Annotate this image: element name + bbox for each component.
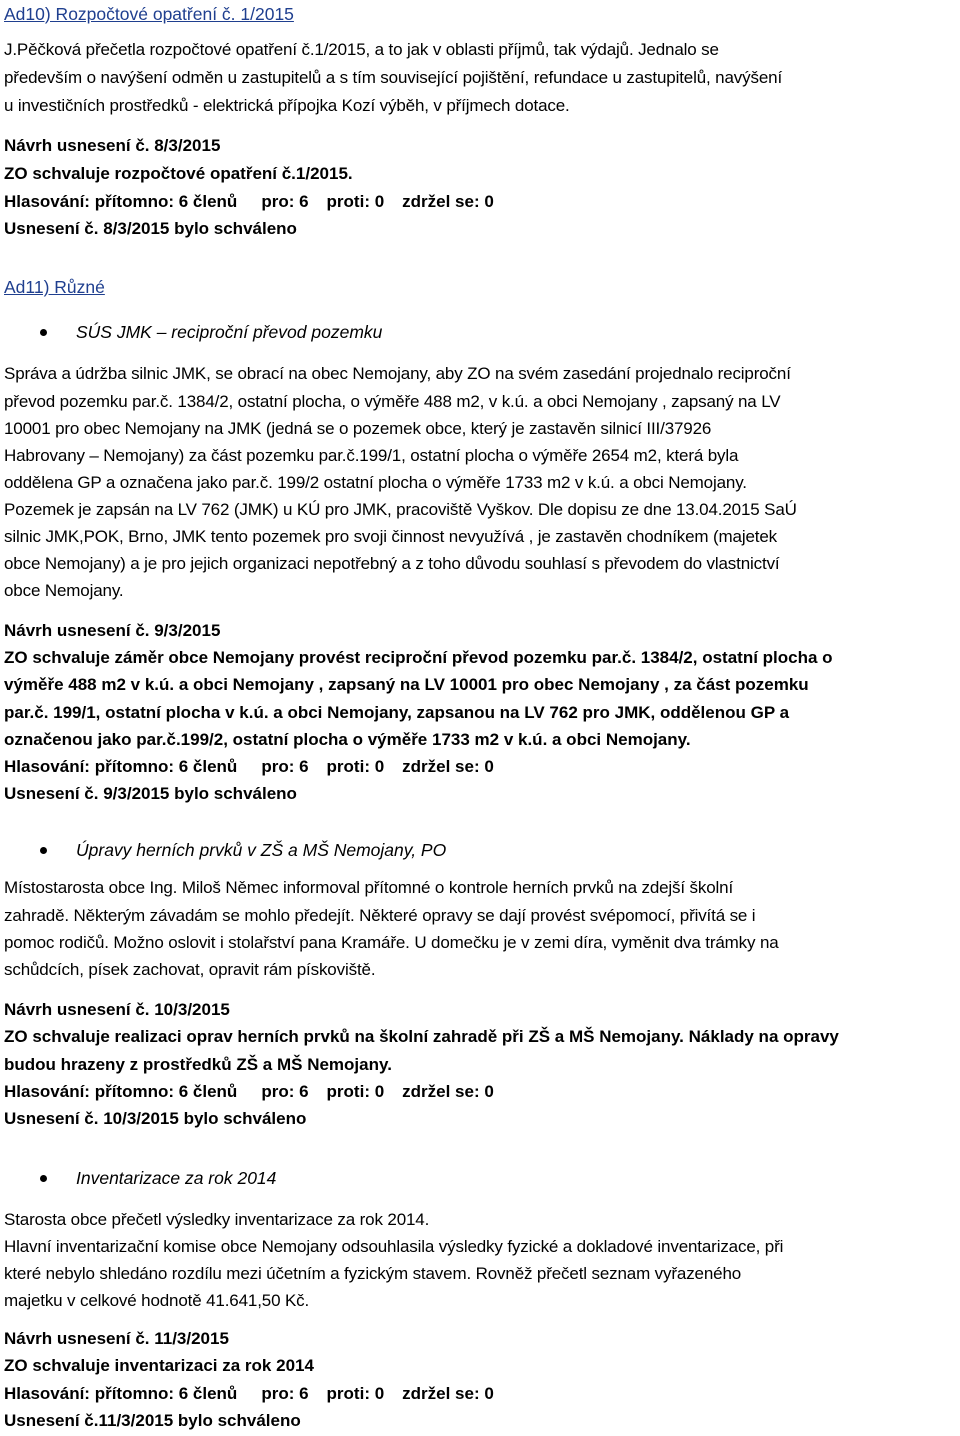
resolution-proposal: Návrh usnesení č. 10/3/2015: [4, 1000, 230, 1019]
vote-for: pro: 6: [261, 1082, 309, 1101]
paragraph-line: Pozemek je zapsán na LV 762 (JMK) u KÚ pro JMK, pracoviště Vyškov. Dle dopisu ze dne 13.04.2015 SaÚ: [4, 500, 797, 519]
paragraph-line: oddělena GP a označena jako par.č. 199/2 ostatní plocha o výměře 1733 m2 v k.ú. a obci Nemojany.: [4, 473, 747, 492]
bullet-icon: [40, 1175, 47, 1182]
resolution-result: Usnesení č. 8/3/2015 bylo schváleno: [4, 219, 297, 238]
resolution-text: ZO schvaluje rozpočtové opatření č.1/2015.: [4, 164, 353, 183]
vote-abstain: zdržel se: 0: [402, 757, 494, 776]
vote-line: [4, 1082, 494, 1102]
vote-against: proti: 0: [326, 1082, 385, 1101]
paragraph-line: Starosta obce přečetl výsledky inventarizace za rok 2014.: [4, 1210, 430, 1229]
paragraph-line: silnic JMK,POK, Brno, JMK tento pozemek pro svoji činnost nevyužívá , je zastavěn chodníkem (majetek: [4, 527, 778, 546]
paragraph-line: Hlavní inventarizační komise obce Nemojany odsouhlasila výsledky fyzické a dokladové inventarizace, při: [4, 1237, 784, 1256]
resolution-text: budou hrazeny z prostředků ZŠ a MŠ Nemojany.: [4, 1055, 392, 1074]
resolution-proposal: Návrh usnesení č. 9/3/2015: [4, 621, 221, 640]
resolution-text: výměře 488 m2 v k.ú. a obci Nemojany , zapsaný na LV 10001 pro obec Nemojany , za část pozemku: [4, 675, 809, 694]
vote-abstain: zdržel se: 0: [402, 192, 494, 211]
section-heading-ad10: Ad10) Rozpočtové opatření č. 1/2015: [4, 4, 294, 24]
vote-line: [4, 757, 494, 777]
resolution-text: ZO schvaluje záměr obce Nemojany provést reciproční převod pozemku par.č. 1384/2, ostatní plocha o: [4, 648, 833, 667]
vote-against: proti: 0: [326, 192, 385, 211]
vote-present: Hlasování: přítomno: 6 členů: [4, 757, 238, 776]
paragraph-line: především o navýšení odměn u zastupitelů a s tím související pojištění, refundace u zastupitelů, navýšení: [4, 68, 783, 87]
vote-against: proti: 0: [326, 757, 385, 776]
resolution-text: označenou jako par.č.199/2, ostatní plocha o výměře 1733 m2 v k.ú. a obci Nemojany.: [4, 730, 691, 749]
bullet-title: Úpravy herních prvků v ZŠ a MŠ Nemojany, PO: [76, 840, 447, 860]
bullet-icon: [40, 847, 47, 854]
resolution-text: ZO schvaluje inventarizaci za rok 2014: [4, 1356, 314, 1375]
paragraph-line: J.Pěčková přečetla rozpočtové opatření č.1/2015, a to jak v oblasti příjmů, tak výdajů. Jednalo se: [4, 40, 719, 59]
paragraph-line: Správa a údržba silnic JMK, se obrací na obec Nemojany, aby ZO na svém zasedání projednalo reciproční: [4, 364, 791, 383]
resolution-proposal: Návrh usnesení č. 11/3/2015: [4, 1329, 229, 1348]
vote-for: pro: 6: [261, 757, 309, 776]
paragraph-line: pomoc rodičů. Možno oslovit i stolařství pana Kramáře. U domečku je v zemi díra, vyměnit dva trámky na: [4, 933, 779, 952]
vote-line: [4, 192, 494, 212]
vote-for: pro: 6: [261, 192, 309, 211]
bullet-title: Inventarizace za rok 2014: [76, 1168, 277, 1188]
resolution-proposal: Návrh usnesení č. 8/3/2015: [4, 136, 221, 155]
paragraph-line: u investičních prostředků - elektrická přípojka Kozí výběh, v příjmech dotace.: [4, 96, 570, 115]
paragraph-line: schůdcích, písek zachovat, opravit rám pískoviště.: [4, 960, 376, 979]
paragraph-line: Habrovany – Nemojany) za část pozemku par.č.199/1, ostatní plocha o výměře 2654 m2, která byla: [4, 446, 739, 465]
vote-present: Hlasování: přítomno: 6 členů: [4, 192, 238, 211]
vote-present: Hlasování: přítomno: 6 členů: [4, 1384, 238, 1403]
vote-against: proti: 0: [326, 1384, 385, 1403]
section-heading-ad11: Ad11) Různé: [4, 277, 105, 297]
vote-abstain: zdržel se: 0: [402, 1082, 494, 1101]
paragraph-line: 10001 pro obec Nemojany na JMK (jedná se o pozemek obce, který je zastavěn silnicí III/37926: [4, 419, 712, 438]
resolution-result: Usnesení č.11/3/2015 bylo schváleno: [4, 1411, 301, 1430]
paragraph-line: majetku v celkové hodnotě 41.641,50 Kč.: [4, 1291, 310, 1310]
paragraph-line: které nebylo shledáno rozdílu mezi účetním a fyzickým stavem. Rovněž přečetl seznam vyřazeného: [4, 1264, 742, 1283]
resolution-text: ZO schvaluje realizaci oprav herních prvků na školní zahradě při ZŠ a MŠ Nemojany. Náklady na opravy: [4, 1027, 839, 1046]
paragraph-line: převod pozemku par.č. 1384/2, ostatní plocha, o výměře 488 m2, v k.ú. a obci Nemojany , zapsaný na LV: [4, 392, 781, 411]
paragraph-line: Místostarosta obce Ing. Miloš Němec informoval přítomné o kontrole herních prvků na zdejší školní: [4, 878, 734, 897]
bullet-title: SÚS JMK – reciproční převod pozemku: [76, 322, 383, 342]
paragraph-line: obce Nemojany.: [4, 581, 124, 600]
vote-line: [4, 1384, 494, 1404]
paragraph-line: obce Nemojany) a je pro jejich organizaci nepotřebný a z toho důvodu souhlasí s převodem do vlastnictví: [4, 554, 780, 573]
bullet-icon: [40, 329, 47, 336]
vote-abstain: zdržel se: 0: [402, 1384, 494, 1403]
resolution-text: par.č. 199/1, ostatní plocha v k.ú. a obci Nemojany, zapsanou na LV 762 pro JMK, oddělenou GP a: [4, 703, 790, 722]
resolution-result: Usnesení č. 10/3/2015 bylo schváleno: [4, 1109, 307, 1128]
vote-for: pro: 6: [261, 1384, 309, 1403]
vote-present: Hlasování: přítomno: 6 členů: [4, 1082, 238, 1101]
resolution-result: Usnesení č. 9/3/2015 bylo schváleno: [4, 784, 297, 803]
paragraph-line: zahradě. Některým závadám se mohlo předejít. Některé opravy se dají provést svépomocí, přivítá se i: [4, 906, 756, 925]
